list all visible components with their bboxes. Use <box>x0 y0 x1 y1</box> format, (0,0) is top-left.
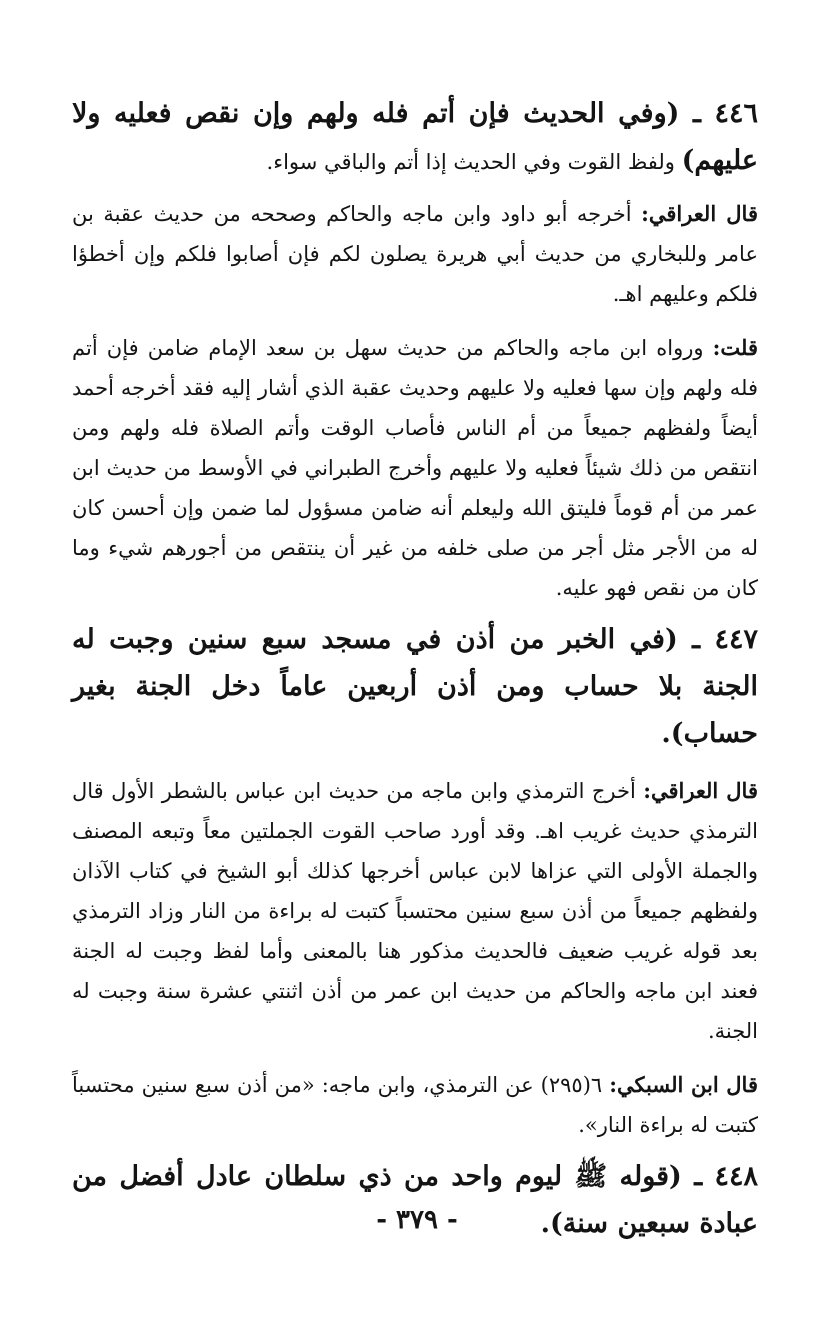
hadith-number: ٤٤٧ ـ <box>677 624 758 655</box>
comment-label: قلت: <box>712 335 758 360</box>
comment-text: أخرج الترمذي وابن ماجه من حديث ابن عباس بالشطر الأول قال الترمذي حديث غريب اهـ. وقد أورد صاحب القوت الجملتين معاً وتبعه المصنف والجملة الأولى التي عزاها لابن عباس أخرجها كذلك أبو الشيخ في كتاب الآذان ولفظهم جميعاً من أذن سبع سنين محتسباً كتبت له براءة من النار وزاد الترمذي بعد قوله غريب ضعيف فالحديث مذكور هنا بالمعنى وأما لفظ وجبت له الجنة فعند ابن ماجه والحاكم من حديث ابن عمر من أذن اثنتي عشرة سنة وجبت له الجنة. <box>72 779 758 1043</box>
comment-text: ٦(٢٩٥) عن الترمذي، وابن ماجه: «من أذن سبع سنين محتسباً كتبت له براءة النار». <box>72 1073 758 1137</box>
hadith-447 <box>72 616 758 757</box>
comment-iraqi-446 <box>72 194 758 314</box>
hadith-446 <box>72 90 758 186</box>
hadith-text: (قوله ﷺ ليوم واحد من ذي سلطان عادل أفضل من عبادة سبعين سنة). <box>72 1161 758 1239</box>
hadith-text: (في الخبر من أذن في مسجد سبع سنين وجبت له الجنة بلا حساب ومن أذن أربعين عاماً دخل الجنة بغير حساب). <box>72 624 758 749</box>
comment-text: ورواه ابن ماجه والحاكم من حديث سهل بن سعد الإمام ضامن فإن أتم فله ولهم وإن سها فعليه ولا عليهم وحديث عقبة الذي أشار إليه فقد أخرجه أحمد أيضاً ولفظهم جميعاً من أم الناس فأصاب الوقت وأتم الصلاة فله ولهم ومن انتقص من ذلك شيئاً فعليه ولا عليهم وأخرج الطبراني في الأوسط من حديث ابن عمر من أم قوماً فليتق الله وليعلم أنه ضامن مسؤول لما ضمن وإن أحسن كان له من الأجر مثل أجر من صلى خلفه من غير أن ينتقص من أجورهم شيء وما كان من نقص فهو عليه. <box>72 336 758 600</box>
hadith-number: ٤٤٦ ـ <box>679 98 758 129</box>
hadith-number: ٤٤٨ ـ <box>681 1161 758 1192</box>
hadith-text: (وفي الحديث فإن أتم فله ولهم وإن نقص فعليه ولا عليهم) <box>72 98 758 176</box>
page-number: - ٣٧٩ - <box>376 1205 458 1235</box>
comment-label: قال ابن السبكي: <box>609 1072 758 1097</box>
comment-text: أخرجه أبو داود وابن ماجه والحاكم وصححه من حديث عقبة بن عامر وللبخاري من حديث أبي هريرة يصلون لكم فإن أصابوا فلكم وإن أخطؤا فلكم وعليهم اهـ. <box>72 202 758 306</box>
comment-label: قال العراقي: <box>641 201 758 226</box>
comment-qultu-446 <box>72 328 758 608</box>
comment-subki-447 <box>72 1065 758 1145</box>
comment-label: قال العراقي: <box>643 778 758 803</box>
page-body <box>72 90 758 1290</box>
comment-iraqi-447 <box>72 771 758 1051</box>
hadith-note: ولفظ القوت وفي الحديث إذا أتم والباقي سواء. <box>266 150 682 174</box>
